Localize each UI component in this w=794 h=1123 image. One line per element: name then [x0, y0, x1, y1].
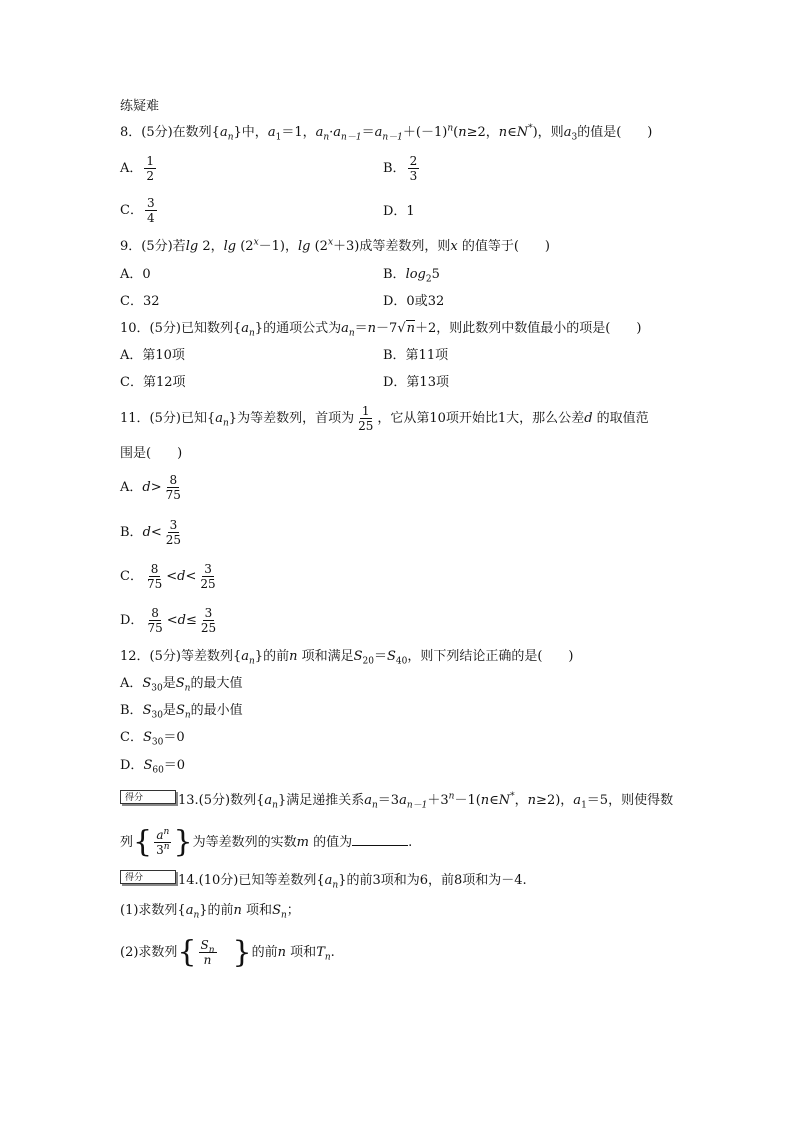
question-10-option-d[interactable]: D．第13项 [383, 375, 449, 390]
question-10-option-c[interactable]: C．第12项 [120, 375, 186, 390]
question-9-stem: 9．(5分)若lg 2，$\lg (2^x-1)$，$\lg (2^x+3)$成等差数列，则x 的值等于( ) [120, 237, 551, 254]
answer-blank-13[interactable] [352, 833, 408, 846]
question-11-stem-line2: 围是( ) [120, 446, 183, 461]
question-11-option-d[interactable]: D． $\frac{8}{75}$ <d≤ $\frac{3}{25}$ [120, 606, 217, 635]
question-13-stem: 13.(5分)数列$\{a_n\}$满足递推关系$a_n=3a_{n-1}+3^n-1(n\in N^*$，n≥2)，$a_1=5$，则使得数 [178, 791, 674, 811]
question-9-option-a[interactable]: A．0 [120, 267, 151, 282]
question-10-option-a[interactable]: A．第10项 [120, 348, 185, 363]
question-14-stem: 14.(10分)已知等差数列$\{a_n\}$的前3项和为6，前8项和为－4. [178, 873, 527, 891]
question-8-stem: 8．(5分)在数列$\{a_n\}$中，$a_1=1$，$a_n\cdot a_{n-1}=a_{n-1}+(-1)^n(n\ge 2$，n∈N*)，则$a_3$的值是( ) [120, 123, 653, 143]
question-10-stem: 10．(5分)已知数列$\{a_n\}$的通项公式为$a_n=n-7√n+2$，则此数列中数值最小的项是( ) [120, 321, 642, 339]
question-8-option-b[interactable]: B． $\frac{2}{3}$ [383, 154, 418, 183]
question-12-option-d[interactable]: D．$S_{60}=0$ [120, 758, 186, 776]
question-14-part-2: (2)求数列{ $\frac{S_n}{n}$ }的前n 项和$T_n$. [120, 934, 335, 970]
score-box-13[interactable]: 得分 [120, 790, 176, 804]
question-11-option-a[interactable]: A．d> $\frac{8}{75}$ [120, 473, 181, 502]
question-8-option-a[interactable]: A． $\frac{1}{2}$ [120, 154, 155, 183]
question-10-option-b[interactable]: B．第11项 [383, 348, 449, 363]
question-9-option-b[interactable]: B．$\log_25$ [383, 267, 440, 285]
question-14-part-1: (1)求数列$\{a_n\}$的前n 项和$S_n$； [120, 903, 300, 921]
question-12-option-b[interactable]: B．$S_{30}$是$S_n$的最小值 [120, 703, 243, 721]
question-8-option-d[interactable]: D．1 [383, 204, 415, 219]
question-12-option-c[interactable]: C．$S_{30}=0$ [120, 730, 185, 748]
question-11-stem: 11．(5分)已知$\{a_n\}$为等差数列，首项为 $\frac{1}{25}$ ，它从第10项开始比1大，那么公差d 的取值范 [120, 404, 649, 433]
section-heading: 练疑难 [120, 99, 160, 114]
question-12-option-a[interactable]: A．$S_{30}$是$S_n$的最大值 [120, 676, 243, 694]
score-box-14[interactable]: 得分 [120, 870, 176, 884]
question-8-option-c[interactable]: C． $\frac{3}{4}$ [120, 196, 155, 225]
question-9-option-c[interactable]: C．32 [120, 294, 160, 309]
question-11-option-c[interactable]: C． $\frac{8}{75}$ <d< $\frac{3}{25}$ [120, 562, 216, 591]
question-9-option-d[interactable]: D．0或32 [383, 294, 445, 309]
question-13-stem-line2: 列{ $\frac{a^n}{3^n}$ }为等差数列的实数m 的值为 . [120, 824, 413, 860]
question-11-option-b[interactable]: B．d< $\frac{3}{25}$ [120, 518, 182, 547]
question-12-stem: 12．(5分)等差数列$\{a_n\}$的前n 项和满足$S_{20}=S_{40}$，则下列结论正确的是( ) [120, 649, 574, 667]
